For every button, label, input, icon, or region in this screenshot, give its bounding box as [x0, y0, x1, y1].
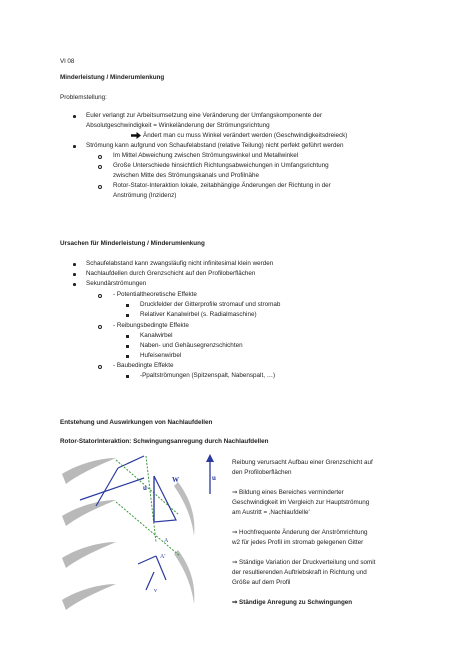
label-a: A — [164, 538, 169, 544]
cause-3-b1: Kanalwirbel — [140, 332, 173, 339]
circle-bullet-icon — [98, 365, 102, 369]
section-heading-minderleistung: Minderleistung / Minderumlenkung — [60, 74, 165, 81]
square-bullet-icon — [126, 345, 129, 348]
cause-3-b: - Reibungsbedingte Effekte — [113, 322, 189, 329]
lecture-number: Vl 08 — [60, 58, 75, 65]
wake-text-4c: Größe auf dem Profil — [232, 579, 291, 586]
label-u-right: u — [212, 474, 216, 482]
problem-sub-3b: Anströmung (Inzidenz) — [113, 192, 177, 199]
circle-bullet-icon — [98, 294, 102, 298]
section-heading-nachlaufdellen: Entstehung und Auswirkungen von Nachlaufdellen — [60, 419, 213, 426]
bullet-icon — [73, 273, 76, 276]
label-w: W — [172, 476, 179, 484]
cause-3: Sekundärströmungen — [86, 280, 147, 287]
wake-text-2c: am Austritt = ‚Nachlaufdelle' — [232, 509, 310, 516]
bullet-icon — [73, 283, 76, 286]
arrow-right-icon — [131, 132, 141, 139]
section-heading-ursachen: Ursachen für Minderleistung / Minderumlenkung — [60, 240, 205, 247]
cause-3-a: - Potentialtheoretische Effekte — [113, 291, 197, 298]
problem-sub-2a: Große Unterschiede hinsichtlich Richtungsabweichungen in Umfangsrichtung — [113, 162, 329, 169]
wake-text-4a: ⇒ Ständige Variation der Druckverteilung und somit — [232, 559, 376, 566]
stator-blades — [174, 482, 194, 604]
problem-text-1a: Euler verlangt zur Arbeitsumsetzung eine Veränderung der Umfangskomponente der — [86, 112, 322, 119]
cause-3-a2: Relativer Kanalwirbel (s. Radialmaschine) — [140, 311, 257, 318]
wake-text-3a: ⇒ Hochfrequente Änderung der Anströmrichtung — [232, 529, 368, 536]
cause-1: Schaufelabstand kann zwangsläufig nicht infinitesimal klein werden — [86, 260, 274, 267]
wake-text-2a: ⇒ Bildung eines Bereiches verminderter — [232, 489, 344, 496]
cause-3-c1: -Ppaltströmungen (Spitzenspalt, Nabenspalt, …) — [140, 372, 276, 379]
label-u-left: u — [143, 484, 147, 492]
blade-cascade-figure — [60, 452, 228, 620]
square-bullet-icon — [126, 314, 129, 317]
cause-3-a1: Druckfelder der Gitterprofile stromauf und stromab — [140, 301, 281, 308]
cause-2: Nachlaufdellen durch Grenzschicht auf den Profiloberflächen — [86, 270, 256, 277]
label-v: v — [154, 588, 157, 594]
wake-text-5: ⇒ Ständige Anregung zu Schwingungen — [232, 599, 353, 606]
square-bullet-icon — [126, 304, 129, 307]
square-bullet-icon — [126, 335, 129, 338]
wake-text-4b: der resultierenden Auftriebskraft in Richtung und — [232, 569, 367, 576]
problem-sub-1: Im Mittel Abweichung zwischen Strömungswinkel und Metallwinkel — [113, 152, 299, 159]
wake-text-1b: den Profiloberflächen — [232, 469, 292, 476]
cause-3-c: - Baubedingte Effekte — [113, 362, 174, 369]
bullet-icon — [73, 145, 76, 148]
cause-3-b2: Naben- und Gehäusegrenzschichten — [140, 342, 243, 349]
circle-bullet-icon — [98, 165, 102, 169]
wake-text-2b: Geschwindigkeit im Vergleich zur Hauptströmung — [232, 499, 370, 506]
problem-text-2: Strömung kann aufgrund von Schaufelabstand (relative Teilung) nicht perfekt geführt werden — [86, 142, 344, 149]
problem-label: Problemstellung: — [60, 94, 107, 101]
circle-bullet-icon — [98, 185, 102, 189]
problem-sub-2b: zwischen Mitte des Strömungskanals und Profilnähe — [113, 172, 259, 179]
label-a-prime: A' — [160, 554, 166, 560]
square-bullet-icon — [126, 375, 129, 378]
wake-text-3b: w2 für jedes Profil im stromab gelegenen Gitter — [232, 539, 364, 546]
circle-bullet-icon — [98, 155, 102, 159]
rotor-blades — [62, 458, 116, 610]
bullet-icon — [73, 263, 76, 266]
problem-arrow-text: Ändert man cu muss Winkel verändert werden (Geschwindigkeitsdreieck) — [143, 132, 348, 139]
wake-text-1a: Reibung verursacht Aufbau einer Grenzschicht auf — [232, 459, 373, 466]
cause-3-b3: Hufeisenwirbel — [140, 352, 182, 359]
section-heading-rotor-stator: Rotor-StatorInteraktion: Schwingungsanregung durch Nachlaufdellen — [60, 438, 269, 445]
problem-sub-3a: Rotor-Stator-Interaktion lokale, zeitabhängige Änderungen der Richtung in der — [113, 182, 331, 189]
problem-text-1b: Absolutgeschwindigkeit = Winkeländerung der Strömungsrichtung — [86, 122, 270, 129]
circle-bullet-icon — [98, 325, 102, 329]
bullet-icon — [73, 115, 76, 118]
square-bullet-icon — [126, 355, 129, 358]
